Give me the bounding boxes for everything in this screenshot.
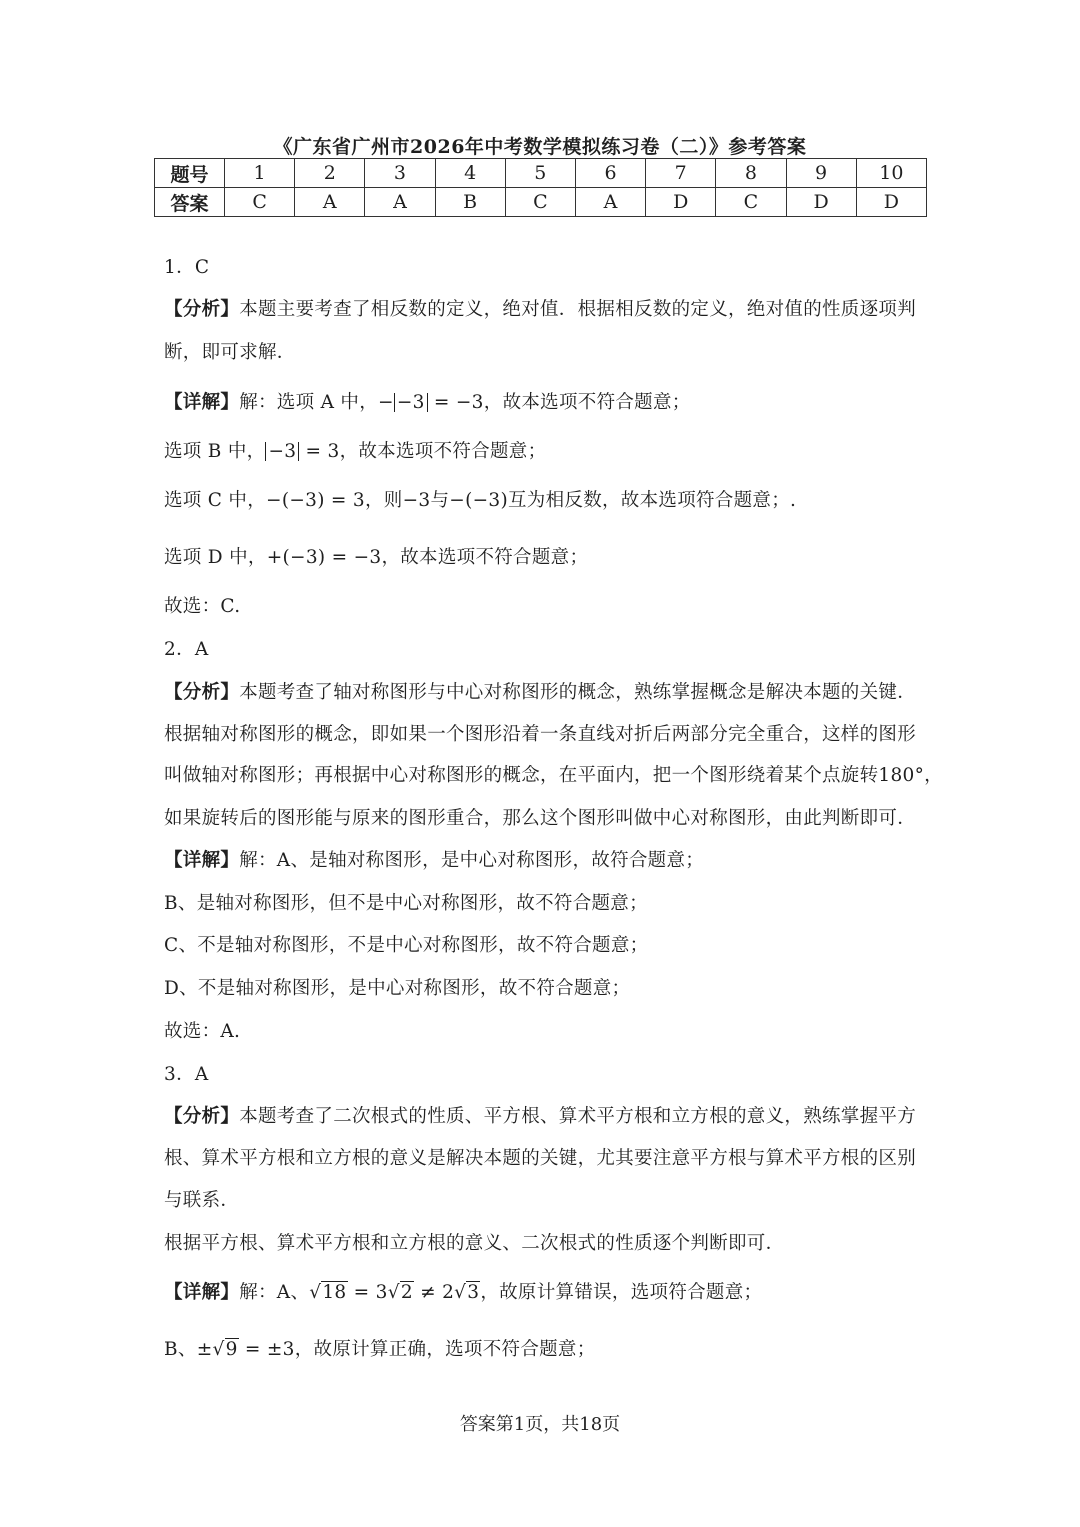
table-header-answer: 答案 xyxy=(155,188,225,217)
table-cell: 5 xyxy=(505,159,575,188)
table-cell: 4 xyxy=(435,159,505,188)
q3-option-b: B、±√9 = ±3，故原计算正确，选项不符合题意； xyxy=(164,1339,596,1360)
abs-expression: −3 xyxy=(394,393,428,412)
math: = 3 xyxy=(299,441,340,462)
math: = 3 xyxy=(347,1282,388,1303)
analysis-label: 【分析】 xyxy=(164,1106,240,1127)
analysis-label: 【分析】 xyxy=(164,682,240,703)
table-cell: C xyxy=(716,188,786,217)
q3-analysis-line-3: 与联系． xyxy=(164,1190,240,1211)
table-cell: A xyxy=(575,188,645,217)
sqrt-radicand: 18 xyxy=(322,1282,347,1303)
text: 选项 B 中， xyxy=(164,441,266,462)
math: = −3 xyxy=(427,392,484,413)
table-cell: 3 xyxy=(365,159,435,188)
table-cell: 6 xyxy=(575,159,645,188)
analysis-text: 本题考查了二次根式的性质、平方根、算术平方根和立方根的意义，熟练掌握平方 xyxy=(239,1106,917,1127)
q3-detail-line: 【详解】解：A、√18 = 3√2 ≠ 2√3，故原计算错误，选项符合题意； xyxy=(164,1282,763,1303)
detail-text: 解：A、是轴对称图形，是中心对称图形，故符合题意； xyxy=(239,850,705,871)
table-cell: 9 xyxy=(786,159,856,188)
document-title: 《广东省广州市2026年中考数学模拟练习卷（二）》参考答案 xyxy=(273,136,807,158)
text: 选项 C 中， xyxy=(164,490,267,511)
math: −3 xyxy=(402,490,431,511)
table-cell: 7 xyxy=(646,159,716,188)
text: 与 xyxy=(430,490,450,511)
q1-analysis-line xyxy=(164,301,924,320)
table-cell: 10 xyxy=(856,159,926,188)
q1-heading: 1．C xyxy=(164,257,210,278)
q3-analysis-line xyxy=(164,1108,924,1127)
detail-text: ，故本选项不符合题意； xyxy=(483,392,691,413)
text: 选项 D 中， xyxy=(164,547,267,568)
table-cell: D xyxy=(856,188,926,217)
answer-table xyxy=(154,158,927,217)
detail-label: 【详解】 xyxy=(164,850,240,871)
math: +(−3) = −3 xyxy=(266,547,382,568)
q1-analysis-line-2: 断，即可求解． xyxy=(164,342,296,363)
table-cell: A xyxy=(295,188,365,217)
abs-expression: −3 xyxy=(265,442,299,461)
sqrt-radicand: 2 xyxy=(400,1282,413,1303)
q3-analysis-line-4: 根据平方根、算术平方根和立方根的意义、二次根式的性质逐个判断即可． xyxy=(164,1233,785,1254)
table-cell: 2 xyxy=(295,159,365,188)
math: ≠ 2 xyxy=(413,1282,455,1303)
table-row-answers xyxy=(155,188,927,217)
text: ，则 xyxy=(364,490,403,511)
q2-choose: 故选：A. xyxy=(164,1021,241,1042)
detail-text: ，故原计算错误，选项符合题意； xyxy=(480,1282,763,1303)
analysis-label: 【分析】 xyxy=(164,299,240,320)
q2-heading: 2．A xyxy=(164,639,209,660)
q2-analysis-line-2: 根据轴对称图形的概念，即如果一个图形沿着一条直线对折后两部分完全重合，这样的图形 xyxy=(164,724,917,745)
sqrt-radicand: 3 xyxy=(467,1282,480,1303)
table-header-number: 题号 xyxy=(155,159,225,188)
q2-option-d: D、不是轴对称图形，是中心对称图形，故不符合题意； xyxy=(164,978,631,999)
table-cell: B xyxy=(435,188,505,217)
table-cell: C xyxy=(225,188,295,217)
math: ± xyxy=(196,1339,213,1360)
text: 互为相反数，故本选项符合题意；. xyxy=(508,490,797,511)
q2-option-c: C、不是轴对称图形，不是中心对称图形，故不符合题意； xyxy=(164,935,649,956)
math: − xyxy=(378,392,394,413)
text: ，故原计算正确，选项不符合题意； xyxy=(294,1339,596,1360)
q2-detail-line xyxy=(164,852,924,871)
q1-option-b xyxy=(164,442,924,462)
analysis-text: 本题考查了轴对称图形与中心对称图形的概念，熟练掌握概念是解决本题的关键． xyxy=(239,682,917,703)
q1-detail-line xyxy=(164,393,924,413)
detail-label: 【详解】 xyxy=(164,1282,240,1303)
q2-option-b: B、是轴对称图形，但不是中心对称图形，故不符合题意； xyxy=(164,893,648,914)
text: ，故本选项不符合题意； xyxy=(381,547,589,568)
table-cell: 1 xyxy=(225,159,295,188)
q1-option-d xyxy=(164,549,924,568)
math: −(−3) xyxy=(449,490,508,511)
page-footer: 答案第1页，共18页 xyxy=(459,1414,621,1435)
analysis-text: 本题主要考查了相反数的定义，绝对值．根据相反数的定义，绝对值的性质逐项判 xyxy=(239,299,917,320)
text: B、 xyxy=(164,1339,197,1360)
sqrt-radicand: 9 xyxy=(225,1339,238,1360)
q3-heading: 3．A xyxy=(164,1064,209,1085)
table-cell: C xyxy=(505,188,575,217)
q2-analysis-line xyxy=(164,684,924,703)
q2-analysis-line-4: 如果旋转后的图形能与原来的图形重合，那么这个图形叫做中心对称图形，由此判断即可． xyxy=(164,808,917,829)
text: ，故本选项不符合题意； xyxy=(339,441,547,462)
table-cell: D xyxy=(646,188,716,217)
detail-label: 【详解】 xyxy=(164,392,240,413)
q1-option-c xyxy=(164,492,924,511)
q3-analysis-line-2: 根、算术平方根和立方根的意义是解决本题的关键，尤其要注意平方根与算术平方根的区别 xyxy=(164,1148,917,1169)
detail-text: 解：A、 xyxy=(239,1282,310,1303)
table-cell: 8 xyxy=(716,159,786,188)
table-cell: A xyxy=(365,188,435,217)
q2-analysis-line-3: 叫做轴对称图形；再根据中心对称图形的概念，在平面内，把一个图形绕着某个点旋转180°， xyxy=(164,765,943,786)
table-cell: D xyxy=(786,188,856,217)
table-row-numbers xyxy=(155,159,927,188)
q1-choose: 故选：C. xyxy=(164,596,241,617)
math: = ±3 xyxy=(238,1339,295,1360)
math: −(−3) = 3 xyxy=(266,490,365,511)
detail-text: 解：选项 A 中， xyxy=(239,392,379,413)
